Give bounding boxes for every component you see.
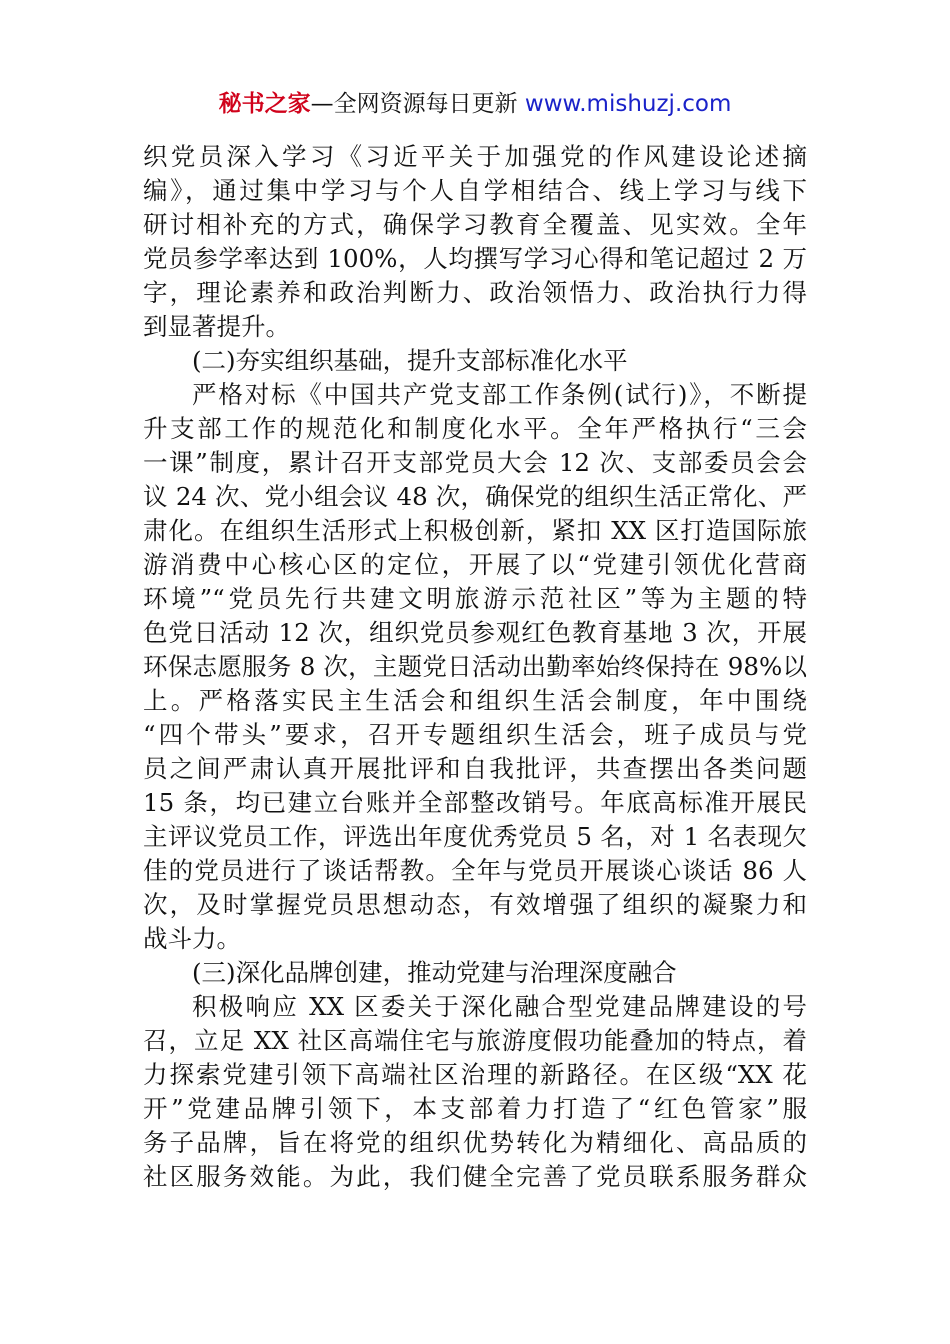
text-line: (二)夯实组织基础，提升支部标准化水平 (192, 346, 628, 375)
text-line: 严格对标《中国共产党支部工作条例(试行)》，不断提 (192, 380, 807, 409)
text-line: 员之间严肃认真开展批评和自我批评，共查摆出各类问题 (143, 754, 807, 783)
text-line: 一课”制度，累计召开支部党员大会 12 次、支部委员会会 (143, 448, 807, 477)
text-line: 肃化。在组织生活形式上积极创新，紧扣 XX 区打造国际旅 (143, 516, 807, 545)
text-line: 主评议党员工作，评选出年度优秀党员 5 名，对 1 名表现欠 (143, 822, 807, 851)
text-line: 积极响应 XX 区委关于深化融合型党建品牌建设的号 (192, 992, 807, 1021)
header-tagline: —全网资源每日更新 (310, 91, 525, 117)
text-line: 召，立足 XX 社区高端住宅与旅游度假功能叠加的特点，着 (143, 1026, 807, 1055)
header-brand: 秘书之家 (218, 91, 311, 117)
text-line: 色党日活动 12 次，组织党员参观红色教育基地 3 次，开展 (143, 618, 807, 647)
text-line: 次，及时掌握党员思想动态，有效增强了组织的凝聚力和 (143, 890, 807, 919)
text-line: 15 条，均已建立台账并全部整改销号。年底高标准开展民 (143, 788, 807, 817)
text-line: 环境”“党员先行共建文明旅游示范社区”等为主题的特 (143, 584, 807, 613)
text-line: 战斗力。 (143, 924, 241, 953)
text-line: 上。严格落实民主生活会和组织生活会制度，年中围绕 (143, 686, 807, 715)
page-header (0, 88, 950, 120)
text-line: 研讨相补充的方式，确保学习教育全覆盖、见实效。全年 (143, 210, 807, 239)
text-line: 开”党建品牌引领下，本支部着力打造了“红色管家”服 (143, 1094, 807, 1123)
text-line: 织党员深入学习《习近平关于加强党的作风建设论述摘 (143, 142, 807, 171)
header-url-link[interactable]: www.mishuzj.com (524, 91, 732, 117)
document-body (143, 140, 807, 1194)
text-line: 环保志愿服务 8 次，主题党日活动出勤率始终保持在 98%以 (143, 652, 807, 681)
text-line: 力探索党建引领下高端社区治理的新路径。在区级“XX 花 (143, 1060, 807, 1089)
text-line: 社区服务效能。为此，我们健全完善了党员联系服务群众 (143, 1162, 807, 1191)
text-line: 字，理论素养和政治判断力、政治领悟力、政治执行力得 (143, 278, 807, 307)
text-line: 党员参学率达到 100%，人均撰写学习心得和笔记超过 2 万 (143, 244, 807, 273)
text-line: 议 24 次、党小组会议 48 次，确保党的组织生活正常化、严 (143, 482, 807, 511)
text-line: “四个带头”要求，召开专题组织生活会，班子成员与党 (143, 720, 807, 749)
text-line: 佳的党员进行了谈话帮教。全年与党员开展谈心谈话 86 人 (143, 856, 807, 885)
text-line: (三)深化品牌创建，推动党建与治理深度融合 (192, 958, 677, 987)
text-line: 编》，通过集中学习与个人自学相结合、线上学习与线下 (143, 176, 807, 205)
text-line: 游消费中心核心区的定位，开展了以“党建引领优化营商 (143, 550, 807, 579)
text-line: 到显著提升。 (143, 312, 290, 341)
text-line: 升支部工作的规范化和制度化水平。全年严格执行“三会 (143, 414, 807, 443)
text-line: 务子品牌，旨在将党的组织优势转化为精细化、高品质的 (143, 1128, 807, 1157)
